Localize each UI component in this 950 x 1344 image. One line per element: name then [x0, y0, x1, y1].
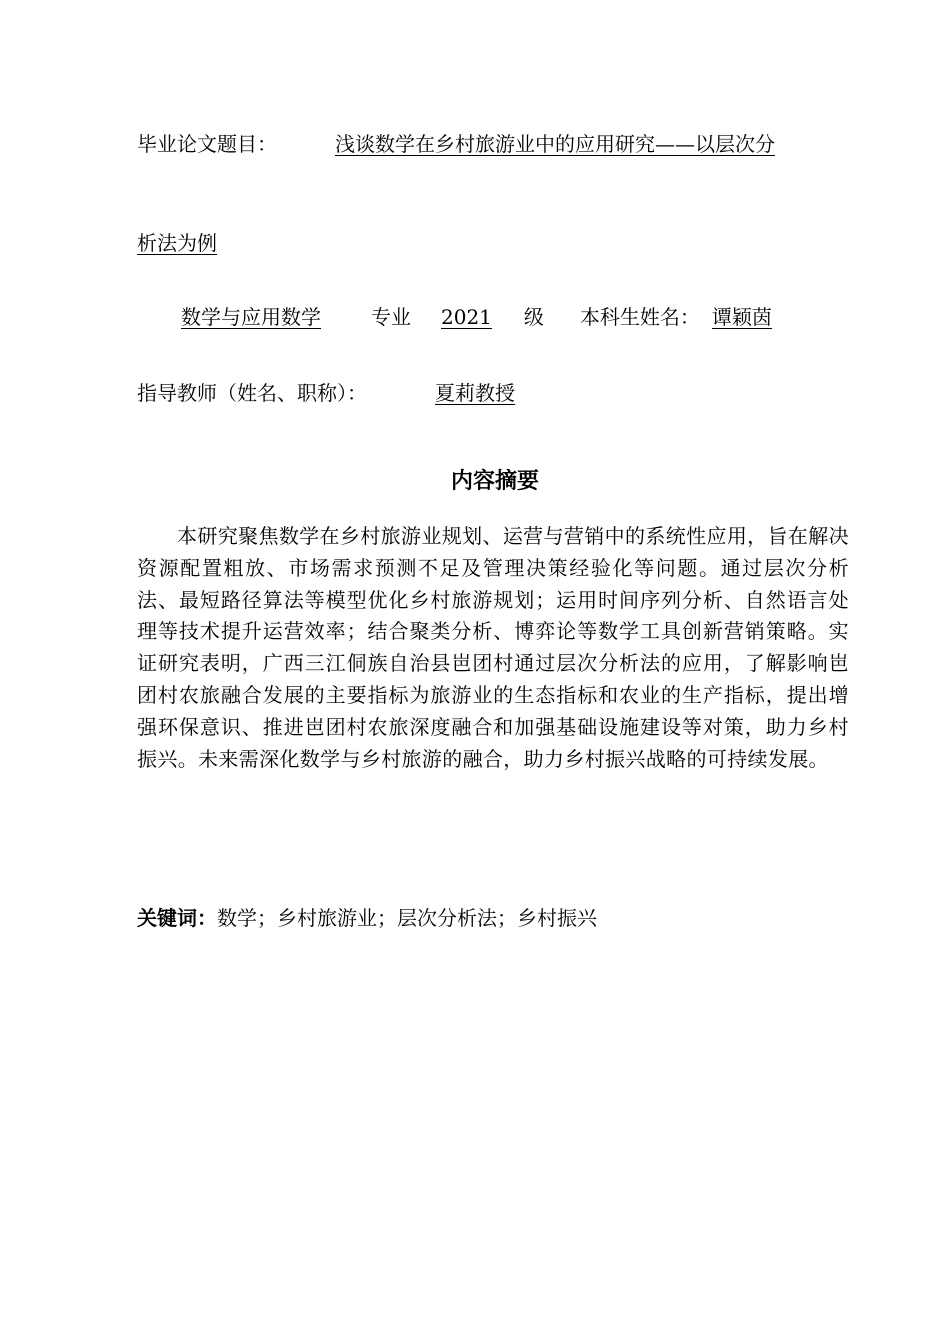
major-value: 数学与应用数学 — [181, 305, 321, 329]
abstract-body: 本研究聚焦数学在乡村旅游业规划、运营与营销中的系统性应用，旨在解决资源配置粗放、市场需求预测不足及管理决策经验化等问题。通过层次分析法、最短路径算法等模型优化乡村旅游规划；运用时间序列分析、自然语言处理等技术提升运营效率；结合聚类分析、博弈论等数学工具创新营销策略。实证研究表明，广西三江侗族自治县岜团村通过层次分析法的应用，了解影响岜团村农旅融合发展的主要指标为旅游业的生态指标和农业的生产指标，提出增强环保意识、推进岜团村农旅深度融合和加强基础设施建设等对策，助力乡村振兴。未来需深化数学与乡村旅游的融合，助力乡村振兴战略的可持续发展。 — [137, 524, 849, 771]
advisor-value: 夏莉教授 — [435, 381, 515, 405]
major-grade-student-line — [137, 303, 784, 331]
thesis-title-field-2 — [137, 231, 704, 255]
thesis-title-text-1: 浅谈数学在乡村旅游业中的应用研究——以层次分 — [335, 132, 775, 156]
thesis-title-field-1 — [277, 132, 775, 156]
thesis-title-line-2 — [137, 229, 704, 257]
student-name-value: 谭颖茵 — [711, 305, 772, 329]
keywords-label: 关键词： — [137, 906, 217, 930]
grade-field — [411, 305, 524, 329]
major-field — [137, 305, 371, 329]
grade-value: 2021 — [441, 305, 492, 329]
student-name-label: 本科生姓名： — [579, 305, 700, 329]
advisor-line — [137, 379, 523, 407]
advisor-field — [367, 381, 523, 405]
major-label: 专业 — [371, 305, 411, 329]
abstract-heading: 内容摘要 — [450, 469, 539, 494]
keywords-value: 数学；乡村旅游业；层次分析法；乡村振兴 — [217, 906, 597, 930]
thesis-title-line-1 — [137, 130, 775, 158]
student-name-field — [700, 305, 784, 329]
thesis-title-text-2: 析法为例 — [137, 231, 217, 255]
keywords-line — [137, 904, 597, 932]
grade-label: 级 — [523, 305, 544, 329]
advisor-label: 指导教师（姓名、职称）： — [137, 381, 367, 405]
thesis-title-label: 毕业论文题目： — [137, 132, 277, 156]
